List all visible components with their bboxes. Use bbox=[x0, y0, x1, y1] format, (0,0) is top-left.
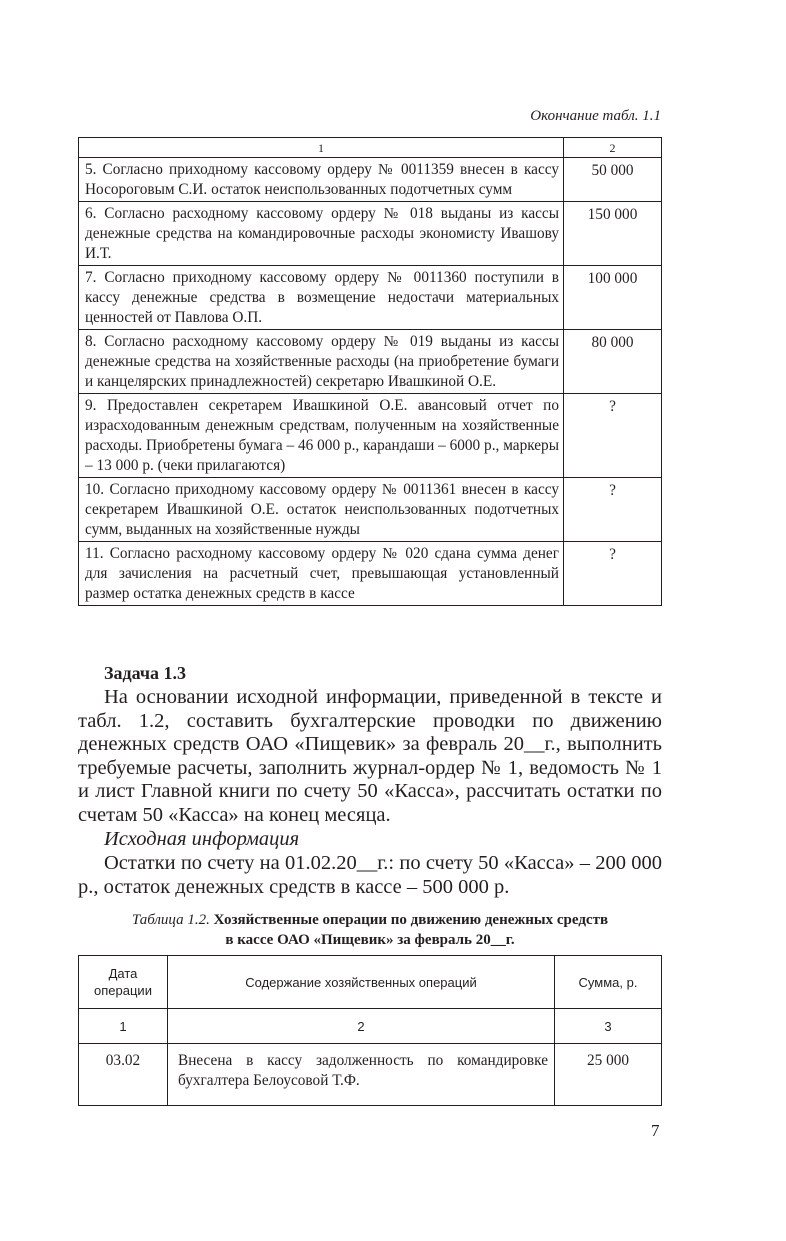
operation-text: 11. Согласно расходному кассовому ордеру № 020 сдана сумма денег для зачисления на расчетный счет, превышающая установленный размер остатка денежных средств в кассе bbox=[79, 542, 564, 606]
continuation-caption: Окончание табл. 1.1 bbox=[530, 108, 661, 124]
table-row bbox=[79, 158, 662, 202]
table-row bbox=[79, 330, 662, 394]
operation-amount: ? bbox=[564, 394, 662, 478]
operation-amount: ? bbox=[564, 542, 662, 606]
table-row bbox=[79, 1044, 662, 1106]
operation-text: 5. Согласно приходному кассовому ордеру № 0011359 внесен в кассу Носороговым С.И. остаток неиспользованных подотчетных сумм bbox=[79, 158, 564, 202]
header-content: Содержание хозяйственных операций bbox=[168, 956, 555, 1009]
table-header-row bbox=[79, 956, 662, 1009]
operation-amount: 150 000 bbox=[564, 202, 662, 266]
operation-text: 6. Согласно расходному кассовому ордеру № 018 выданы из кассы денежные средства на командировочные расходы экономисту Ивашову И.Т. bbox=[79, 202, 564, 266]
operation-amount: 80 000 bbox=[564, 330, 662, 394]
source-info-label: Исходная информация bbox=[104, 828, 300, 850]
column-number-1: 1 bbox=[79, 138, 564, 158]
operations-table-continued bbox=[78, 137, 662, 606]
opening-balances-text: Остатки по счету на 01.02.20__г.: по счету 50 «Касса» – 200 000 р., остаток денежных средств в кассе – 500 000 р. bbox=[78, 852, 662, 898]
column-number-1: 1 bbox=[79, 1009, 168, 1044]
operation-amount: 50 000 bbox=[564, 158, 662, 202]
operation-text: 10. Согласно приходному кассовому ордеру № 0011361 внесен в кассу секретарем Ивашкиной О.Е. остаток неиспользованных подотчетных сумм, выданных на хозяйственные нужды bbox=[79, 478, 564, 542]
table-row bbox=[79, 478, 662, 542]
header-date-line1: Дата bbox=[108, 966, 138, 981]
operation-amount: 100 000 bbox=[564, 266, 662, 330]
header-date bbox=[79, 956, 168, 1009]
operation-text: 9. Предоставлен секретарем Ивашкиной О.Е. авансовый отчет по израсходованным денежным средствам, полученным на хозяйственные расходы. Приобретены бумага – 46 000 р., карандаши – 6000 р., маркеры – 13 000 р. (чеки прилагаются) bbox=[79, 394, 564, 478]
page-number: 7 bbox=[651, 1121, 660, 1140]
operation-text: 7. Согласно приходному кассовому ордеру № 0011360 поступили в кассу денежные средства в возмещение недостачи материальных ценностей от Павлова О.П. bbox=[79, 266, 564, 330]
task-text: На основании исходной информации, приведенной в тексте и табл. 1.2, составить бухгалтерские проводки по движению денежных средств ОАО «Пищевик» за февраль 20__г., выполнить требуемые расчеты, заполнить журнал-ордер № 1, ведомость № 1 и лист Главной книги по счету 50 «Касса», рассчитать остатки по счетам 50 «Касса» на конец месяца. bbox=[78, 686, 662, 826]
table-row bbox=[79, 266, 662, 330]
table-caption-title-line2: в кассе ОАО «Пищевик» за февраль 20__г. bbox=[225, 932, 515, 948]
table-header-row bbox=[79, 138, 662, 158]
cash-operations-table bbox=[78, 955, 662, 1106]
table-caption bbox=[78, 910, 662, 950]
task-title: Задача 1.3 bbox=[104, 663, 187, 683]
header-amount: Сумма, р. bbox=[555, 956, 662, 1009]
operation-text: 8. Согласно расходному кассовому ордеру № 019 выданы из кассы денежные средства на хозяйственные расходы (на приобретение бумаги и канцелярских принадлежностей) секретарю Ивашкиной О.Е. bbox=[79, 330, 564, 394]
column-numbers-row bbox=[79, 1009, 662, 1044]
table-caption-title-line1: Хозяйственные операции по движению денежных средств bbox=[213, 912, 609, 928]
table-row bbox=[79, 542, 662, 606]
operation-amount: 25 000 bbox=[555, 1044, 662, 1106]
operation-text: Внесена в кассу задолженность по командировке бухгалтера Белоусовой Т.Ф. bbox=[168, 1044, 555, 1106]
table-caption-label: Таблица 1.2. bbox=[131, 912, 210, 928]
operation-date: 03.02 bbox=[79, 1044, 168, 1106]
operation-amount: ? bbox=[564, 478, 662, 542]
table-row bbox=[79, 394, 662, 478]
header-date-line2: операции bbox=[94, 983, 152, 998]
column-number-2: 2 bbox=[564, 138, 662, 158]
table-row bbox=[79, 202, 662, 266]
column-number-2: 2 bbox=[168, 1009, 555, 1044]
column-number-3: 3 bbox=[555, 1009, 662, 1044]
